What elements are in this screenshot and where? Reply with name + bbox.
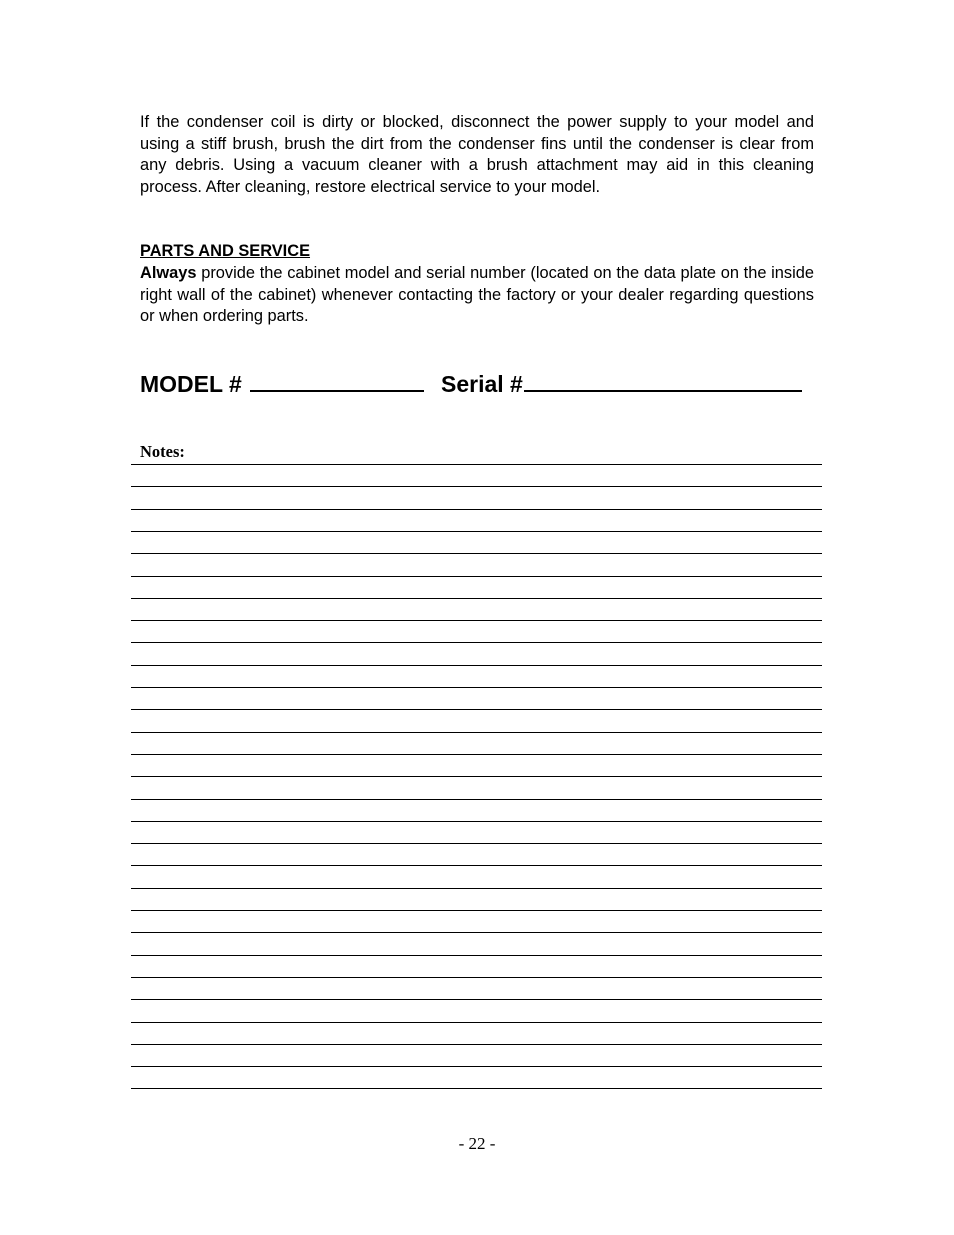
serial-label: Serial # [441, 371, 523, 397]
note-line [131, 1044, 822, 1045]
note-line [131, 910, 822, 911]
note-line [131, 999, 822, 1000]
note-line [131, 531, 822, 532]
parts-and-service-text: provide the cabinet model and serial number (located on the data plate on the inside right wall of the cabinet) whenever contacting the factory or your dealer regarding questions or when ordering parts. [140, 264, 814, 325]
note-line [131, 754, 822, 755]
note-line [131, 1088, 822, 1089]
note-line [131, 865, 822, 866]
note-line [131, 932, 822, 933]
note-line [131, 776, 822, 777]
note-line [131, 464, 822, 465]
model-label: MODEL # [140, 371, 242, 397]
page-number: - 22 - [458, 1134, 496, 1153]
note-line [131, 642, 822, 643]
note-line [131, 821, 822, 822]
note-line [131, 843, 822, 844]
note-line [131, 620, 822, 621]
notes-label: Notes: [140, 442, 185, 461]
note-line [131, 1066, 822, 1067]
note-line [131, 486, 822, 487]
note-line [131, 509, 822, 510]
note-line [131, 799, 822, 800]
parts-and-service-heading: PARTS AND SERVICE [140, 242, 311, 260]
note-line [131, 553, 822, 554]
notes-lines [131, 0, 822, 1235]
note-line [131, 1022, 822, 1023]
note-line [131, 665, 822, 666]
note-line [131, 977, 822, 978]
note-line [131, 598, 822, 599]
note-line [131, 888, 822, 889]
always-emphasis: Always [140, 264, 197, 282]
note-line [131, 687, 822, 688]
note-line [131, 732, 822, 733]
note-line [131, 709, 822, 710]
condenser-cleaning-paragraph: If the condenser coil is dirty or blocked, disconnect the power supply to your model and using a stiff brush, brush the dirt from the condenser fins until the condenser is clear from any debris. Using a vacuum cleaner with a brush attachment may aid in this cleaning process. After cleaning, restore electrical service to your model. [140, 113, 814, 196]
note-line [131, 955, 822, 956]
note-line [131, 576, 822, 577]
